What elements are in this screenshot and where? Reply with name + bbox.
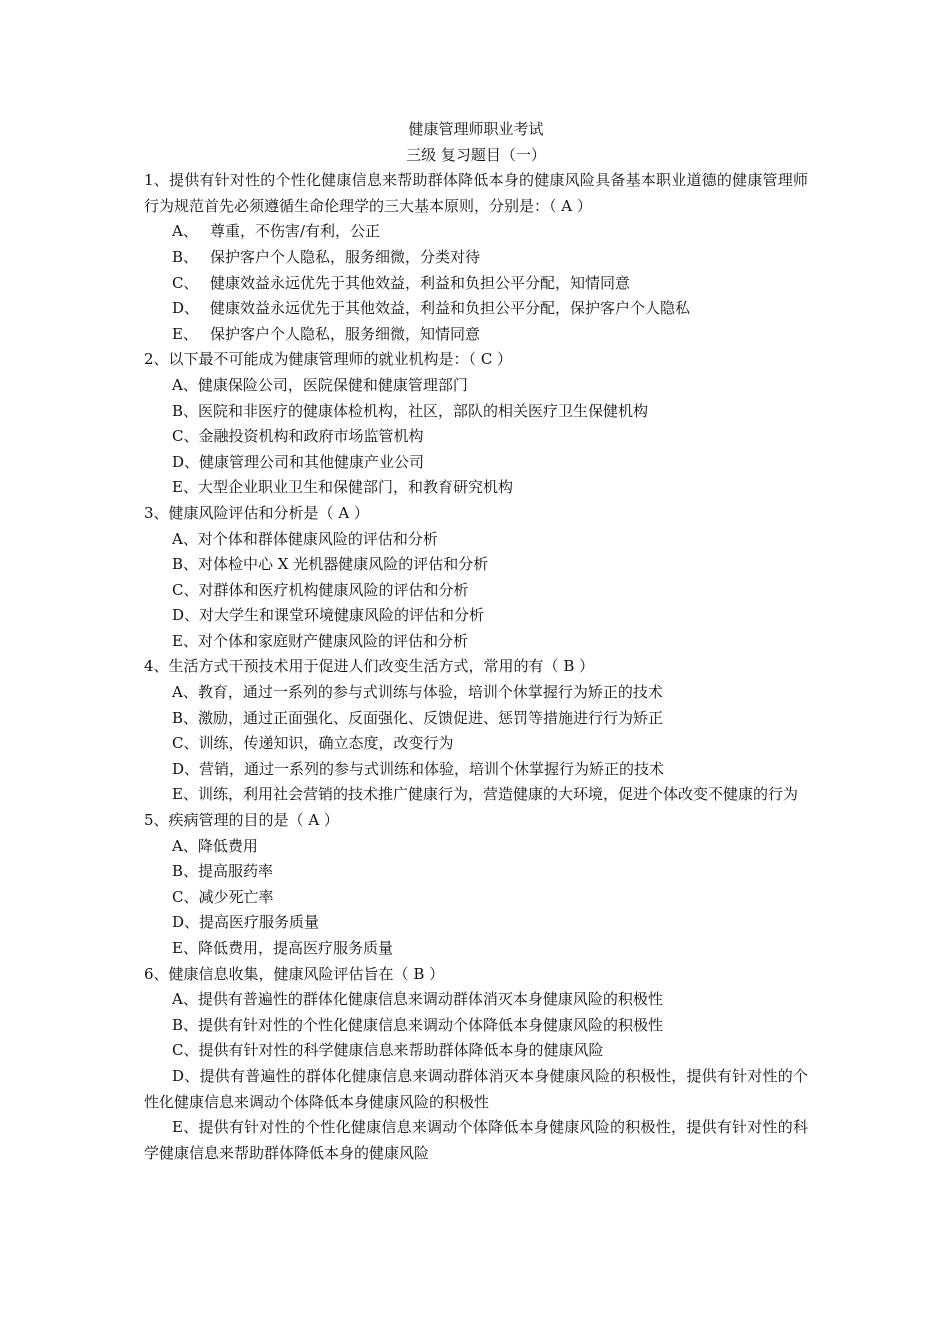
option-d: D、对大学生和课堂环境健康风险的评估和分析 — [172, 606, 485, 625]
option-a: A、教育，通过一系列的参与式训练与体验，培训个休掌握行为矫正的技术 — [172, 683, 663, 702]
question-5 — [144, 808, 808, 962]
option-letter: B、 — [172, 247, 199, 266]
option-c — [144, 271, 808, 297]
question-stem: 5、疾病管理的目的是（ A ） — [144, 811, 339, 830]
option-d: D、提高医疗服务质量 — [172, 913, 320, 932]
option-e: E、训练，利用社会营销的技术推广健康行为，营造健康的大环境，促进个体改变不健康的行为 — [172, 785, 798, 804]
option-b — [144, 245, 808, 271]
option-a — [144, 219, 808, 245]
option-e: E、大型企业职业卫生和保健部门，和教育研究机构 — [172, 478, 513, 497]
option-a: A、提供有普遍性的群体化健康信息来调动群体消灭本身健康风险的积极性 — [172, 990, 663, 1009]
question-6 — [144, 962, 808, 1167]
option-e: E、提供有针对性的个性化健康信息来调动个体降低本身健康风险的积极性，提供有针对性的科学健康信息来帮助群体降低本身的健康风险 — [144, 1118, 808, 1162]
question-4 — [144, 654, 808, 808]
option-d — [144, 296, 808, 322]
option-b: B、激励，通过正面强化、反面强化、反馈促进、惩罚等措施进行行为矫正 — [172, 708, 664, 727]
question-1 — [144, 168, 808, 347]
option-text: 保护客户个人隐私，服务细微，知情同意 — [210, 324, 481, 343]
option-letter: C、 — [172, 273, 199, 292]
document-subtitle: 三级 复习题目（一） — [406, 145, 546, 164]
option-a: A、降低费用 — [172, 836, 258, 855]
question-3 — [144, 501, 808, 655]
option-d: D、营销，通过一系列的参与式训练和体验，培训个休掌握行为矫正的技术 — [172, 759, 665, 778]
document-title: 健康管理师职业考试 — [408, 120, 544, 138]
option-d: D、健康管理公司和其他健康产业公司 — [172, 452, 425, 471]
option-a: A、对个体和群体健康风险的评估和分析 — [172, 529, 438, 548]
option-d: D、提供有普遍性的群体化健康信息来调动群体消灭本身健康风险的积极性，提供有针对性的个性化健康信息来调动个体降低本身健康风险的积极性 — [144, 1066, 808, 1111]
option-text: 保护客户个人隐私，服务细微，分类对待 — [210, 247, 481, 266]
option-c: C、减少死亡率 — [172, 887, 274, 906]
option-letter: A、 — [172, 222, 198, 241]
question-2 — [144, 347, 808, 501]
option-letter: D、 — [172, 299, 200, 318]
option-b: B、提供有针对性的个性化健康信息来调动个体降低本身健康风险的积极性 — [172, 1015, 664, 1034]
option-text: 健康效益永远优先于其他效益，利益和负担公平分配，保护客户个人隐私 — [210, 299, 691, 318]
option-c: C、对群体和医疗机构健康风险的评估和分析 — [172, 580, 469, 599]
question-stem: 3、健康风险评估和分析是（ A ） — [144, 503, 369, 522]
question-stem: 2、以下最不可能成为健康管理师的就业机构是：（ C ） — [144, 350, 513, 369]
option-text: 健康效益永远优先于其他效益，利益和负担公平分配，知情同意 — [210, 273, 631, 292]
option-a: A、健康保险公司，医院保健和健康管理部门 — [172, 375, 468, 394]
option-c: C、提供有针对性的科学健康信息来帮助群体降低本身的健康风险 — [172, 1041, 604, 1060]
option-b: B、对体检中心 X 光机器健康风险的评估和分析 — [172, 555, 489, 574]
option-c: C、训练，传递知识，确立态度，改变行为 — [172, 734, 454, 753]
option-c: C、金融投资机构和政府市场监管机构 — [172, 427, 424, 446]
question-stem: 6、健康信息收集，健康风险评估旨在（ B ） — [144, 964, 445, 983]
document-content — [144, 117, 808, 1166]
option-text: 尊重，不伤害/有利，公正 — [210, 222, 381, 241]
option-letter: E、 — [172, 324, 198, 343]
question-stem: 4、生活方式干预技术用于促进人们改变生活方式，常用的有（ B ） — [144, 657, 595, 676]
option-b: B、医院和非医疗的健康体检机构，社区，部队的相关医疗卫生保健机构 — [172, 401, 649, 420]
question-stem: 1、提供有针对性的个性化健康信息来帮助群体降低本身的健康风险具备基本职业道德的健康管理师行为规范首先必须遵循生命伦理学的三大基本原则，分别是：（ A ） — [144, 171, 808, 215]
option-e — [144, 322, 808, 348]
option-b: B、提高服药率 — [172, 862, 274, 881]
option-e: E、降低费用，提高医疗服务质量 — [172, 939, 393, 957]
option-e: E、对个体和家庭财产健康风险的评估和分析 — [172, 631, 468, 650]
